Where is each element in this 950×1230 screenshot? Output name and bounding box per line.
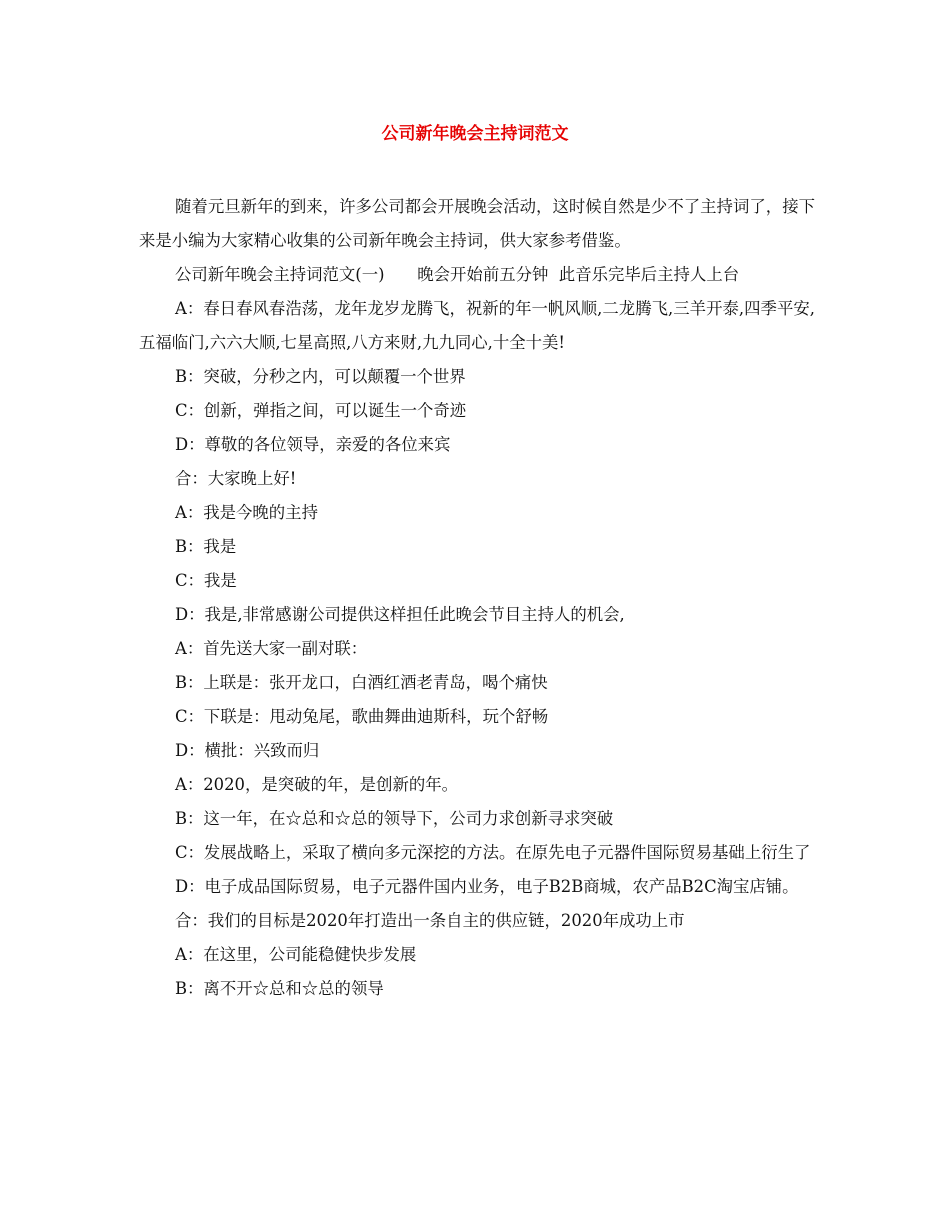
paragraph-line: A：在这里，公司能稳健快步发展: [175, 945, 417, 964]
paragraph-line: D：尊敬的各位领导，亲爱的各位来宾: [175, 435, 451, 454]
paragraph-line: 合：我们的目标是2020年打造出一条自主的供应链，2020年成功上市: [175, 911, 685, 930]
document-body: [139, 190, 815, 1006]
paragraph-line: C：发展战略上，采取了横向多元深挖的方法。在原先电子元器件国际贸易基础上衍生了: [175, 843, 811, 862]
paragraph-line: C：创新，弹指之间，可以诞生一个奇迹: [175, 401, 467, 420]
paragraph-line: A：我是今晚的主持: [175, 503, 318, 522]
paragraph-line: A：2020，是突破的年，是创新的年。: [175, 775, 459, 794]
paragraph-line: C：下联是：甩动兔尾，歌曲舞曲迪斯科，玩个舒畅: [175, 707, 549, 726]
paragraph-line: A：春日春风春浩荡，龙年龙岁龙腾飞，祝新的年一帆风顺,二龙腾飞,三羊开泰,四季平安,五福临门,六六大顺,七星高照,八方来财,九九同心,十全十美!: [139, 299, 815, 352]
paragraph-line: B：上联是：张开龙口，白酒红酒老青岛，喝个痛快: [175, 673, 548, 692]
paragraph-section-heading: 公司新年晚会主持词范文(一) 晚会开始前五分钟 此音乐完毕后主持人上台: [175, 265, 740, 284]
paragraph-intro: 随着元旦新年的到来，许多公司都会开展晚会活动，这时候自然是少不了主持词了，接下来是小编为大家精心收集的公司新年晚会主持词，供大家参考借鉴。: [139, 197, 815, 250]
paragraph-line: A：首先送大家一副对联：: [175, 639, 368, 658]
paragraph-line: D：电子成品国际贸易，电子元器件国内业务，电子B2B商城，农产品B2C淘宝店铺。: [175, 877, 799, 896]
paragraph-line: B：我是: [175, 537, 237, 556]
paragraph-line: B：这一年，在☆总和☆总的领导下，公司力求创新寻求突破: [175, 809, 614, 828]
paragraph-line: C：我是: [175, 571, 237, 590]
paragraph-line: 合：大家晚上好!: [175, 469, 297, 488]
document-title: 公司新年晚会主持词范文: [381, 124, 569, 144]
paragraph-line: B：突破，分秒之内，可以颠覆一个世界: [175, 367, 466, 386]
paragraph-line: D：横批：兴致而归: [175, 741, 320, 760]
paragraph-line: B：离不开☆总和☆总的领导: [175, 979, 384, 998]
paragraph-line: D：我是,非常感谢公司提供这样担任此晚会节目主持人的机会,: [175, 605, 625, 624]
